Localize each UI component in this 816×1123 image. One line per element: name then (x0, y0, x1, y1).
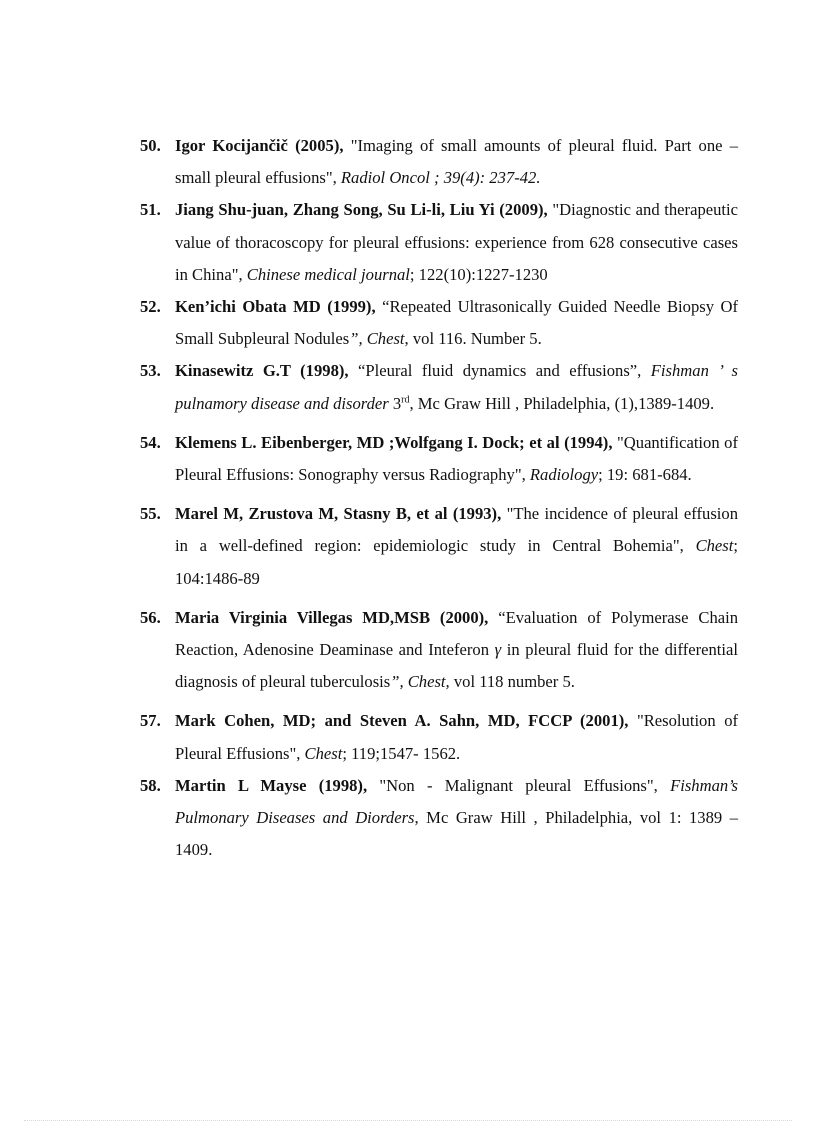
gamma-symbol: γ (494, 640, 502, 660)
reference-edition: 3 (392, 393, 402, 413)
reference-number: 56. (140, 607, 161, 627)
reference-journal: Chest (304, 743, 343, 763)
reference-number: 57. (140, 711, 161, 731)
reference-title: “Repeated Ultrasonically Guided Needle Biopsy Of Small Subpleural Nodules (175, 297, 738, 349)
reference-details: ; 122(10):1227-1230 (409, 264, 548, 284)
reference-authors: Igor Kocijančič (2005), (175, 136, 351, 155)
reference-item-51 (140, 194, 738, 291)
reference-item-54 (140, 427, 738, 491)
reference-journal: ”, Chest (349, 329, 405, 349)
reference-authors: Marel M, Zrustova M, Stasny B, et al (1993), (175, 504, 507, 524)
reference-number: 55. (140, 504, 161, 524)
reference-item-52 (140, 291, 738, 355)
reference-details: ; 119;1547- 1562. (342, 743, 461, 763)
reference-item-50 (140, 130, 738, 194)
page-bottom-divider (24, 1120, 792, 1121)
reference-authors: Klemens L. Eibenberger, MD ;Wolfgang I. Dock; et al (1994), (175, 432, 613, 452)
reference-title: "Imaging of small amounts of pleural fluid. Part one – small pleural effusions", (175, 136, 738, 188)
reference-journal: Fishman’s Pulmonary Diseases and Diorders (175, 775, 738, 828)
reference-title: "Non - Malignant pleural Effusions", (379, 775, 671, 795)
reference-number: 51. (140, 200, 161, 220)
reference-title: “Pleural fluid dynamics and effusions”, (358, 361, 651, 381)
reference-title: “Evaluation of Polymerase Chain Reaction, Adenosine Deaminase and Inteferon (175, 607, 739, 660)
reference-journal: Chest (695, 536, 734, 556)
reference-number: 53. (140, 361, 161, 381)
reference-title: "Diagnostic and therapeutic value of thoracoscopy for pleural effusions: experience from 628 consecutive cases in China", (175, 200, 738, 284)
reference-edition-superscript: rd (401, 394, 410, 406)
reference-details: , Mc Graw Hill , Philadelphia, (1),1389-1409. (409, 393, 715, 413)
reference-authors: Mark Cohen, MD; and Steven A. Sahn, MD, FCCP (2001), (175, 711, 637, 731)
reference-item-56 (140, 602, 738, 699)
reference-authors: Kinasewitz G.T (1998), (175, 361, 359, 381)
reference-item-58 (140, 770, 738, 867)
reference-journal: Radiol Oncol ; 39(4): 237-42. (340, 168, 541, 188)
reference-title: "Resolution of Pleural Effusions", (175, 711, 739, 763)
reference-number: 58. (140, 775, 161, 795)
reference-details: vol 118 number 5. (449, 672, 575, 692)
reference-item-53 (140, 355, 738, 419)
reference-item-57 (140, 705, 738, 769)
reference-details: , vol 116. Number 5. (404, 329, 542, 349)
reference-number: 54. (140, 432, 161, 452)
reference-number: 50. (140, 136, 161, 155)
reference-journal: Fishman ’ s pulnamory disease and disorder (175, 361, 738, 413)
reference-journal: Chinese medical journal (246, 264, 410, 284)
reference-authors: Martin L Mayse (1998), (175, 775, 380, 795)
reference-title: "The incidence of pleural effusion in a well-defined region: epidemiologic study in Central Bohemia", (175, 504, 738, 556)
reference-details: , Mc Graw Hill , Philadelphia, vol 1: 1389 – 1409. (175, 808, 739, 860)
reference-authors: Maria Virginia Villegas MD,MSB (2000), (175, 607, 499, 627)
reference-title-continued: in pleural fluid for the differential diagnosis of pleural tuberculosis (175, 640, 738, 692)
reference-authors: Jiang Shu-juan, Zhang Song, Su Li-li, Liu Yi (2009), (175, 200, 553, 220)
reference-journal: Radiology (529, 465, 599, 485)
reference-details: ; 104:1486-89 (175, 536, 738, 588)
reference-list (140, 130, 738, 866)
reference-item-55 (140, 498, 738, 595)
reference-details: ; 19: 681-684. (598, 465, 692, 485)
reference-title: "Quantification of Pleural Effusions: Sonography versus Radiography", (175, 432, 738, 485)
reference-number: 52. (140, 297, 161, 317)
reference-journal: ”, Chest, (390, 672, 450, 692)
reference-authors: Ken’ichi Obata MD (1999), (175, 297, 383, 317)
